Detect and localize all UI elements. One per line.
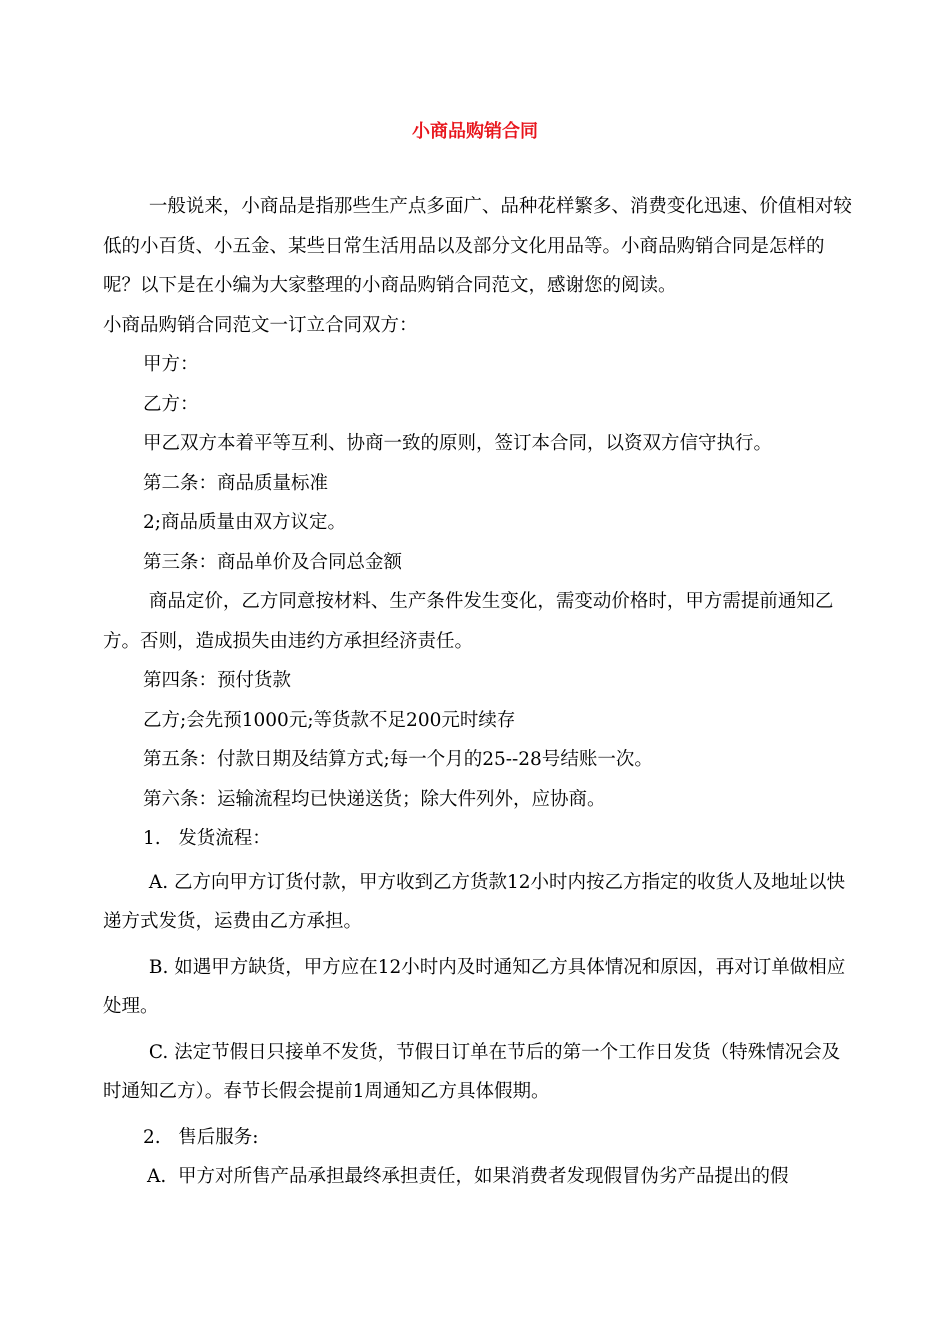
article-2-heading: 第二条：商品质量标准 (143, 472, 329, 494)
after-sales-heading: 2. 售后服务: (143, 1126, 259, 1148)
article-5-line: 第五条：付款日期及结算方式;每一个月的25--28号结账一次。 (143, 749, 653, 770)
article-6-line: 第六条：运输流程均已快递送货；除大件列外，应协商。 (143, 788, 606, 810)
party-b-line: 乙方： (143, 393, 199, 415)
after-sales-item-a: A. 甲方对所售产品承担最终承担责任，如果消费者发现假冒伪劣产品提出的假 (147, 1166, 789, 1187)
shipping-item-b: B. 如遇甲方缺货，甲方应在12小时内及时通知乙方具体情况和原因，再对订单做相应处理。 (103, 956, 846, 1017)
intro-paragraph: 一般说来，小商品是指那些生产点多面广、品种花样繁多、消费变化迅速、价值相对较低的小百货、小五金、某些日常生活用品以及部分文化用品等。小商品购销合同是怎样的呢？以下是在小编为大家整理的小商品购销合同范文，感谢您的阅读。 (103, 196, 852, 296)
shipping-item-c: C. 法定节假日只接单不发货，节假日订单在节后的第一个工作日发货（特殊情况会及时通知乙方）。春节长假会提前1周通知乙方具体假期。 (103, 1041, 841, 1102)
shipping-item-a: A. 乙方向甲方订货付款，甲方收到乙方货款12小时内按乙方指定的收货人及地址以快递方式发货，运费由乙方承担。 (103, 871, 846, 932)
pricing-paragraph: 商品定价，乙方同意按材料、生产条件发生变化，需变动价格时，甲方需提前通知乙方。否则，造成损失由违约方承担经济责任。 (103, 591, 834, 652)
party-a-line: 甲方： (143, 354, 199, 375)
document-body (103, 187, 855, 1197)
article-4-heading: 第四条：预付货款 (143, 670, 292, 691)
article-3-heading: 第三条：商品单价及合同总金额 (143, 551, 403, 573)
principle-paragraph: 甲乙双方本着平等互利、协商一致的原则，签订本合同，以资双方信守执行。 (143, 433, 773, 454)
article-2-item: 2;商品质量由双方议定。 (143, 512, 347, 533)
document-title: 小商品购销合同 (412, 121, 538, 142)
prepayment-line: 乙方;会先预1000元;等货款不足200元时续存 (143, 709, 516, 731)
shipping-process-heading: 1. 发货流程： (143, 828, 271, 849)
contract-heading: 小商品购销合同范文一订立合同双方： (103, 314, 418, 336)
